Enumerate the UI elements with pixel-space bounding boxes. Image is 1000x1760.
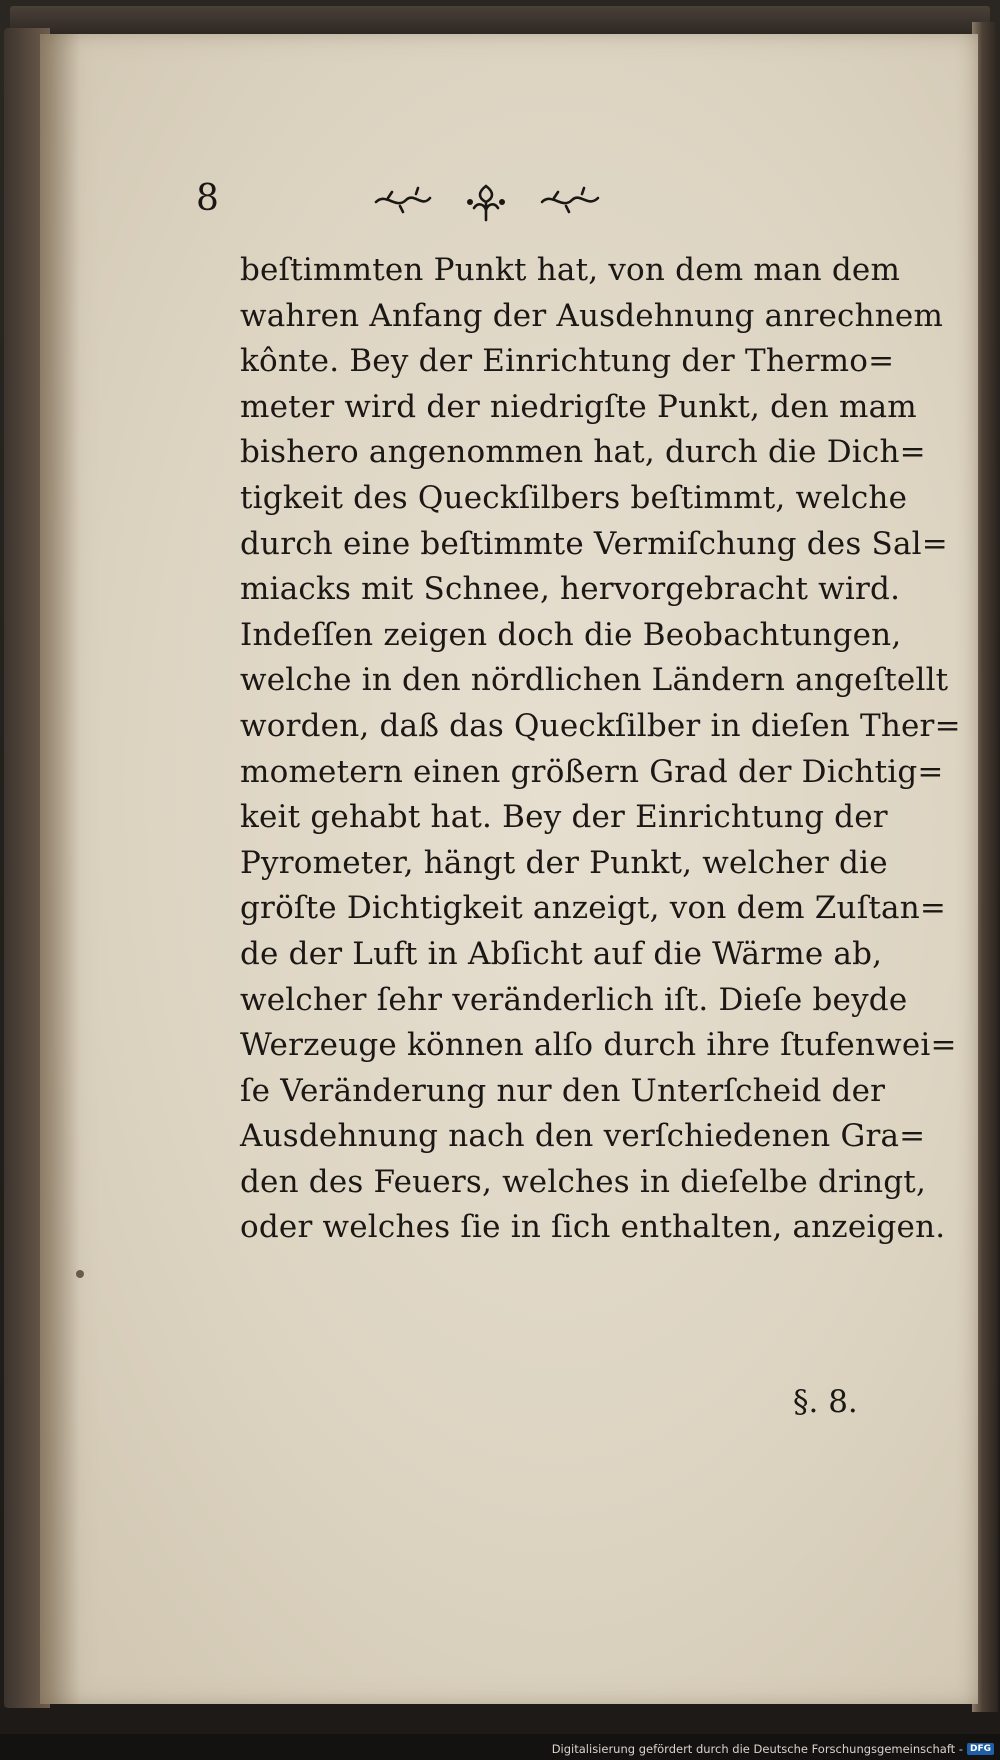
text-line: Ausdehnung nach den verſchiedenen Gra= [240, 1118, 926, 1155]
page-body-text [240, 248, 961, 1251]
text-line: bishero angenommen hat, durch die Dich= [240, 434, 926, 471]
text-line: Indeſſen zeigen doch die Beobachtungen, [240, 616, 902, 653]
book-top-edge [10, 6, 990, 36]
text-line: de der Luft in Abſicht auf die Wärme ab, [240, 935, 883, 972]
text-line: oder welches ſie in ſich enthalten, anzeigen. [240, 1209, 946, 1246]
dfg-logo: DFG [967, 1743, 994, 1755]
text-line: keit gehabt hat. Bey der Einrichtung der [240, 799, 888, 836]
text-line: meter wird der niedrigſte Punkt, den mam [240, 388, 917, 425]
footer-credit [552, 1742, 994, 1756]
text-line: Pyrometer, hängt der Punkt, welcher die [240, 844, 888, 881]
text-line: durch eine beſtimmte Vermiſchung des Sal= [240, 525, 948, 562]
text-line: worden, daß das Queckſilber in dieſen Ther= [240, 707, 961, 744]
text-line: wahren Anfang der Ausdehnung anrechnem [240, 297, 944, 334]
gutter-shadow [40, 34, 80, 1704]
text-line: Werzeuge können alſo durch ihre ſtufenwei= [240, 1027, 957, 1064]
decorative-ornament-icon [366, 180, 606, 226]
text-line: kônte. Bey der Einrichtung der Thermo= [240, 343, 895, 380]
page-header [196, 178, 756, 238]
text-line: ſe Veränderung nur den Unterſcheid der [240, 1072, 886, 1109]
footer-credit-text: Digitalisierung gefördert durch die Deutsche Forschungsgemeinschaft - [551, 1742, 963, 1756]
text-line: welcher ſehr veränderlich iſt. Dieſe beyde [240, 981, 908, 1018]
text-line: miacks mit Schnee, hervorgebracht wird. [240, 571, 901, 608]
text-line: welche in den nördlichen Ländern angeſtellt [240, 662, 949, 699]
text-line: mometern einen größern Grad der Dichtig= [240, 753, 944, 790]
page-number: 8 [196, 178, 219, 219]
paper-spot [76, 1270, 84, 1278]
text-line: beſtimmten Punkt hat, von dem man dem [240, 252, 901, 288]
text-line: tigkeit des Queckſilbers beſtimmt, welche [240, 479, 908, 516]
text-line: gröſte Dichtigkeit anzeigt, von dem Zuſtan= [240, 890, 947, 927]
text-line: den des Feuers, welches in dieſelbe dringt, [240, 1163, 927, 1200]
footer-bar [0, 1734, 1000, 1760]
catchword: §. 8. [793, 1384, 858, 1420]
